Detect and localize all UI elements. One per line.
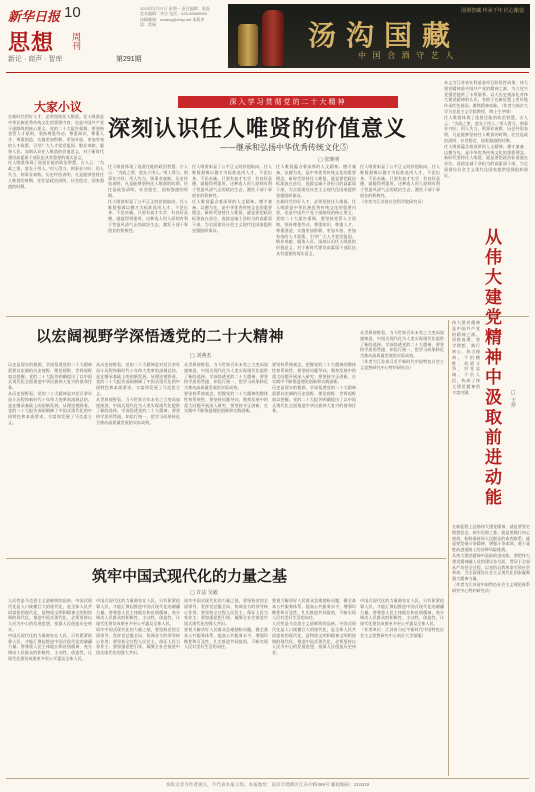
article4-headline: 从伟大建党精神中汲取前进动能 xyxy=(481,228,501,508)
paragraph: 人民性是马克思主义最鲜明的品格。中国式现代化是人口规模巨大的现代化，是全体人民共同富裕的现代化，是物质文明和精神文明相协调的现代化。推进中国式现代化，必须坚持以人民为中心的发展思想，依靠人民创造历史伟业。 xyxy=(272,621,356,656)
article3-headline: 筑牢中国式现代化的力量之基 xyxy=(92,567,288,585)
paragraph: 任人唯贤彰显了公平正义的价值取向。任人唯贤强调以德才为标准选用人才，不论出身、不论亲疏，只要有真才实学、有良好品德，就能得到重用。这种选人用人原则有利于营造风清气正的政治生态，激发干部干事创业的积极性。 xyxy=(108,198,188,233)
article2-column-4 xyxy=(272,362,356,554)
masthead-info: 2023年2月27日 星期一 责任编辑：张磊 美术编辑：李宗 电话：025-58680000 投稿邮箱：sixiang@xhby.net 本版审读：常瑞 xyxy=(140,6,210,28)
paragraph: 本文为江苏省社科基金项目阶段性成果。伟大建党精神是中国共产党的精神之源，为立党兴党强党提供了丰厚滋养。以大历史观深化对伟大建党精神的认识，有助于在新征程上更好地传承红色基因、赓续精神血脉。（作者为南京大学马克思主义学院教授、博士生导师） xyxy=(444,80,528,114)
article3-column-5 xyxy=(360,598,444,774)
article1-subheadline: ——继承和弘扬中华优秀传统文化⑤ xyxy=(220,143,348,152)
paragraph: 历史是现实的根源，学深悟透党的二十大精神需要以宏阔的历史视野、理论视野、世界视野加以把握。党的二十大报告明确提出了以中国式现代化全面推进中华民族伟大复兴的使命任务。 xyxy=(8,362,92,391)
page-footer: 本版文章为作者观点，不代表本报立场。本报地址：南京市建邺区江东中路369号 邮政编码：210019 xyxy=(6,778,529,790)
section-subtitle: 周刊 xyxy=(70,32,80,50)
masthead xyxy=(0,0,535,70)
section-divider xyxy=(6,316,529,317)
article1-column-5 xyxy=(360,164,440,312)
ad-top-text: 国酒窖藏 传承千年 匠心酿造 xyxy=(461,8,524,14)
paragraph: （作者为江苏省习近平新时代中国特色社会主义思想研究中心特约研究员） xyxy=(360,358,444,370)
article1-column-3 xyxy=(192,164,272,312)
article2-column-3 xyxy=(184,362,268,554)
paragraph: 在新时代用好人才，必须坚持任人唯贤。任人唯贤是中华民族优秀传统文化的重要内容，也是中国共产党干部路线的核心要义。党的二十大报告强调，要坚持党管人才原则，坚持尊重劳动、尊重知识、尊重人才、尊重创造，实施更加积极、更加开放、更加有效的人才政策，引导广大人才爱党报国、敬业奉献、服务人民。深刻认识任人唯贤的价值意义，对于新时代建设高素质干部队伍具有重要的现实意义。 xyxy=(276,198,356,256)
section-nav: 新论 · 商声 · 智库 xyxy=(8,56,63,63)
article1-column-4 xyxy=(276,164,356,312)
paragraph: 从伟大建党精神中汲取前进动能，要把伟大建党精神融入党的建设各方面，贯穿于全面从严治党全过程，以党的自我革命引领社会革命，为全面建设社会主义现代化国家凝聚强大精神力量。 xyxy=(452,552,530,582)
article3-column-2 xyxy=(96,598,180,774)
paragraph: （作者为江苏省中国特色社会主义理论体系研究中心特约研究员） xyxy=(452,581,530,593)
paragraph: 任人唯贤体现了选贤任能的政治智慧。古人云：“为政之要，莫先于用人。”用人得当，则事业兴旺；用人失当，则事业衰败。历史经验表明，凡是能够坚持任人唯贤的时期，往往是政治清明、社会稳定、国家强盛的时期。 xyxy=(8,160,104,189)
paragraph: 筑牢中国式现代化的力量之基，要坚持党的全面领导，发挥党总揽全局、协调各方的领导核心作用；要坚持全过程人民民主，保证人民当家作主；要加强思想引领，凝聚全社会推进中国式现代化的强大共识。 xyxy=(96,626,180,656)
paragraph: 历史是现实的根源，学深悟透党的二十大精神需要以宏阔的历史视野、理论视野、世界视野加以把握。党的二十大报告明确提出了以中国式现代化全面推进中华民族伟大复兴的使命任务。 xyxy=(272,385,356,414)
advertisement-banner xyxy=(228,4,530,68)
paragraph: 要坚持系统观念，把握党的二十大精神的整体性和系统性；要坚持问题导向，聚焦发展中的重大问题开展深入研究；要坚持守正创新，在实践中不断推进理论创新和实践创新。 xyxy=(184,390,268,414)
column-divider xyxy=(448,320,449,776)
paragraph: （作者为江苏省社会科学院研究员） xyxy=(360,198,426,204)
masthead-left xyxy=(6,4,156,66)
article2-headline: 以宏阔视野学深悟透党的二十大精神 xyxy=(36,327,285,345)
ad-gift-box xyxy=(238,24,258,66)
article2-column-2 xyxy=(96,362,180,554)
ad-slogan: 中 国 合 酒 守 艺 人 xyxy=(358,51,456,60)
paragraph: 从世界视野看，当今世界百年未有之大变局加速演进，中国式现代化为人类实现现代化提供了新的选择。学深悟透党的二十大精神，要坚持学思用贯通、知信行统一，把学习成果转化为推动高质量发展的实际成效。 xyxy=(96,396,180,425)
paragraph: 任人唯贤体现了选贤任能的政治智慧。古人云：“为政之要，莫先于用人。”用人得当，则事业兴旺；用人失当，则事业衰败。历史经验表明，凡是能够坚持任人唯贤的时期，往往是政治清明、社会稳定、国家强盛的时期。 xyxy=(108,164,188,198)
paragraph: 从世界视野看，当今世界百年未有之大变局加速演进，中国式现代化为人类实现现代化提供了新的选择。学深悟透党的二十大精神，要坚持学思用贯通、知信行统一，把学习成果转化为推动高质量发展的实际成效。 xyxy=(360,330,444,359)
article3-column-3 xyxy=(184,598,268,774)
article1-column-2 xyxy=(108,164,188,312)
article4-column-1 xyxy=(452,320,480,520)
paragraph: 人民性是马克思主义最鲜明的品格。中国式现代化是人口规模巨大的现代化，是全体人民共同富裕的现代化，是物质文明和精神文明相协调的现代化。推进中国式现代化，必须坚持以人民为中心的发展思想，依靠人民创造历史伟业。 xyxy=(8,598,92,632)
column-label-text: 大家小议 xyxy=(34,100,83,114)
article2-column-5 xyxy=(360,330,444,554)
paragraph: 在新时代用好人才，必须坚持任人唯贤。任人唯贤是中华民族优秀传统文化的重要内容，也是中国共产党干部路线的核心要义。党的二十大报告强调，要坚持党管人才原则，坚持尊重劳动、尊重知识、尊重人才、尊重创造，实施更加积极、更加开放、更加有效的人才政策，引导广大人才爱党报国、敬业奉献、服务人民。深刻认识任人唯贤的价值意义，对于新时代建设高素质干部队伍具有重要的现实意义。 xyxy=(8,114,104,160)
article1-byline: □ 张继明 xyxy=(318,157,340,163)
article1-headline: 深刻认识任人唯贤的价值意义 xyxy=(108,116,408,142)
article2-column-1 xyxy=(8,362,92,554)
paragraph: 要着力解决好人民群众急难愁盼问题，健全基本公共服务体系，提高公共服务水平，增强均衡性和可及性，扎实推进共同富裕，不断实现人民对美好生活的向往。 xyxy=(272,598,356,621)
paragraph: 要着力解决好人民群众急难愁盼问题，健全基本公共服务体系，提高公共服务水平，增强均衡性和可及性，扎实推进共同富裕，不断实现人民对美好生活的向往。 xyxy=(184,626,268,650)
paragraph: 任人唯贤蕴含着深厚的人文精神。德才兼备、以德为先，是中华优秀传统文化的重要理念。新时代坚持任人唯贤，就是要把政治标准放在首位，选拔忠诚干净担当的高素质干部，为全面建设社会主义现代化国家提供坚强组织保证。 xyxy=(276,164,356,198)
section-divider xyxy=(6,558,446,559)
page-number: 10 xyxy=(64,4,81,21)
paragraph: 在新征程上弘扬伟大建党精神，就是要坚定理想信念，筑牢信仰之基；就是要践行初心使命，始终保持同人民群众的血肉联系；就是要发扬斗争精神，增强斗争本领，勇于战胜前进道路上的各种风险挑战。 xyxy=(452,524,530,553)
paragraph: 任人唯贤彰显了公平正义的价值取向。任人唯贤强调以德才为标准选用人才，不论出身、不论亲疏，只要有真才实学、有良好品德，就能得到重用。这种选人用人原则有利于营造风清气正的政治生态，激发干部干事创业的积极性。 xyxy=(192,164,272,198)
paragraph: 从历史视野看，党的二十大精神是对党百余年奋斗历程和新时代十年伟大变革的深刻总结，是在继承基础上的创新发展。从理论视野看，党的二十大报告深刻阐释了中国式现代化的中国特色和本质要求，丰富和发展了马克思主义。 xyxy=(8,390,92,425)
article3-column-1 xyxy=(8,598,92,774)
ad-title: 汤沟国藏 xyxy=(308,19,461,52)
column-label xyxy=(34,96,100,112)
paragraph: 从世界视野看，当今世界百年未有之大变局加速演进，中国式现代化为人类实现现代化提供了新的选择。学深悟透党的二十大精神，要坚持学思用贯通、知信行统一，把学习成果转化为推动高质量发展的实际成效。 xyxy=(184,362,268,391)
paragraph: 中国式现代化的力量源泉在人民。只有紧紧依靠人民，才能汇聚起推进中国式现代化的磅礴力量。要尊重人民主体地位和首创精神，充分调动人民群众的积极性、主动性、创造性，让现代化建设成果更多更公平惠及全体人民。 xyxy=(96,598,180,627)
paragraph: 任人唯贤蕴含着深厚的人文精神。德才兼备、以德为先，是中华优秀传统文化的重要理念。新时代坚持任人唯贤，就是要把政治标准放在首位，选拔忠诚干净担当的高素质干部，为全面建设社会主义现代化国家提供坚强组织保证。 xyxy=(192,198,272,233)
paragraph: 任人唯贤体现了选贤任能的政治智慧。古人云：“为政之要，莫先于用人。”用人得当，则事业兴旺；用人失当，则事业衰败。历史经验表明，凡是能够坚持任人唯贤的时期，往往是政治清明、社会稳定、国家强盛的时期。 xyxy=(444,114,528,143)
section-title: 思想 xyxy=(8,30,55,56)
article1-column-1 xyxy=(8,114,104,312)
paragraph: 要坚持系统观念，把握党的二十大精神的整体性和系统性；要坚持问题导向，聚焦发展中的重大问题开展深入研究；要坚持守正创新，在实践中不断推进理论创新和实践创新。 xyxy=(272,362,356,385)
paragraph: 中国式现代化的力量源泉在人民。只有紧紧依靠人民，才能汇聚起推进中国式现代化的磅礴力量。要尊重人民主体地位和首创精神，充分调动人民群众的积极性、主动性、创造性，让现代化建设成果更多更公平惠及全体人民。 xyxy=(360,598,444,627)
topic-banner: 深入学习贯彻党的二十大精神 xyxy=(178,96,398,108)
article2-byline: □ 刘燕杰 xyxy=(190,353,212,359)
issue-number: 第291期 xyxy=(116,56,142,63)
paragraph: 任人唯贤彰显了公平正义的价值取向。任人唯贤强调以德才为标准选用人才，不论出身、不论亲疏，只要有真才实学、有良好品德，就能得到重用。这种选人用人原则有利于营造风清气正的政治生态，激发干部干事创业的积极性。 xyxy=(360,164,440,198)
paragraph: 任人唯贤蕴含着深厚的人文精神。德才兼备、以德为先，是中华优秀传统文化的重要理念。新时代坚持任人唯贤，就是要把政治标准放在首位，选拔忠诚干净担当的高素质干部，为全面建设社会主义现代化国家提供坚强组织保证。 xyxy=(444,143,528,178)
article4-column-2 xyxy=(452,524,530,774)
paragraph: 筑牢中国式现代化的力量之基，要坚持党的全面领导，发挥党总揽全局、协调各方的领导核心作用；要坚持全过程人民民主，保证人民当家作主；要加强思想引领，凝聚全社会推进中国式现代化的强大共识。 xyxy=(184,598,268,627)
ad-bottle-image xyxy=(262,10,284,66)
paragraph: 中国式现代化的力量源泉在人民。只有紧紧依靠人民，才能汇聚起推进中国式现代化的磅礴力量。要尊重人民主体地位和首创精神，充分调动人民群众的积极性、主动性、创造性，让现代化建设成果更多更公平惠及全体人民。 xyxy=(8,632,92,661)
article4-byline: □ 王珍 xyxy=(510,390,516,408)
paragraph: （作者单位：江苏省习近平新时代中国特色社会主义思想研究中心南京大学基地） xyxy=(360,626,444,638)
article3-column-4 xyxy=(272,598,356,774)
paper-name: 新华日报 xyxy=(8,10,61,25)
article3-byline: □ 许法 吴毅 xyxy=(190,590,218,596)
paragraph: 伟大建党精神是中国共产党的精神之源。坚持真理、坚守理想，践行初心、担当使命，不怕牺牲、英勇斗争，对党忠诚、不负人民，构成了伟大建党精神的丰富内涵。 xyxy=(452,320,480,395)
paragraph: 从历史视野看，党的二十大精神是对党百余年奋斗历程和新时代十年伟大变革的深刻总结，是在继承基础上的创新发展。从理论视野看，党的二十大报告深刻阐释了中国式现代化的中国特色和本质要求，丰富和发展了马克思主义。 xyxy=(96,362,180,396)
masthead-rule xyxy=(6,72,529,73)
